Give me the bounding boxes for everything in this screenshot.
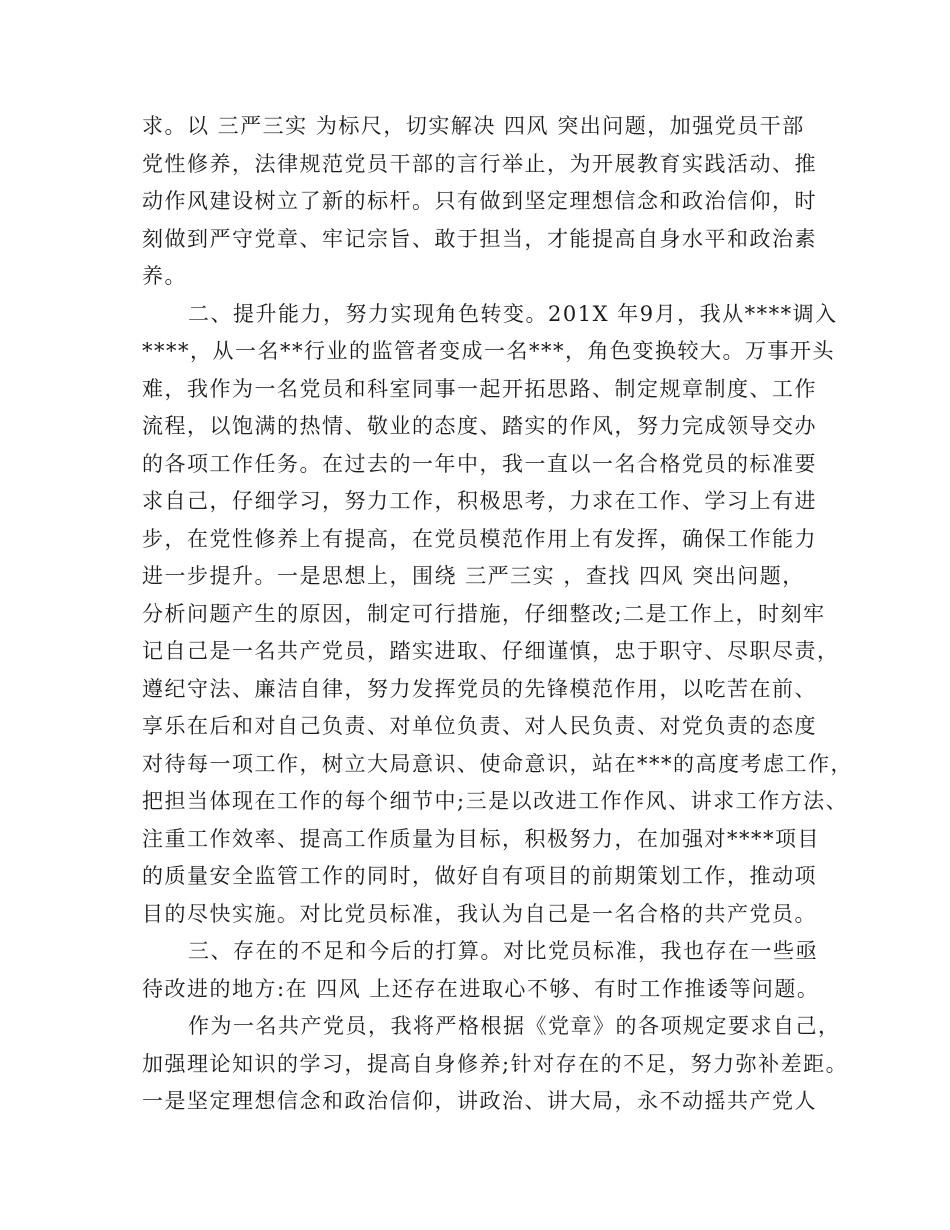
text-line: 动作风建设树立了新的标杆。只有做到坚定理想信念和政治信仰，时 bbox=[142, 189, 817, 213]
text-line: 加强理论知识的学习，提高自身修养;针对存在的不足，努力弥补差距。 bbox=[142, 1051, 849, 1076]
text-line: 对待每一项工作，树立大局意识、使命意识，站在***的高度考虑工作， bbox=[142, 751, 853, 776]
text-line: 目的尽快实施。对比党员标准，我认为自己是一名合格的共产党员。 bbox=[142, 901, 817, 926]
text-line: 进一步提升。一是思想上，围绕 三严三实 ，查找 四风 突出问题， bbox=[142, 564, 805, 588]
text-line: 待改进的地方:在 四风 上还存在进取心不够、有时工作推诿等问题。 bbox=[142, 976, 820, 1001]
text-line: 享乐在后和对自己负责、对单位负责、对人民负责、对党负责的态度 bbox=[142, 714, 817, 738]
text-line: 养。 bbox=[142, 264, 187, 288]
text-line: 的各项工作任务。在过去的一年中，我一直以一名合格党员的标准要 bbox=[142, 451, 817, 476]
text-line: 注重工作效率、提高工作质量为目标，积极努力，在加强对****项目 bbox=[142, 826, 820, 851]
text-line: 的质量安全监管工作的同时，做好自有项目的前期策划工作，推动项 bbox=[142, 864, 817, 888]
text-line: 一是坚定理想信念和政治信仰，讲政治、讲大局，永不动摇共产党人 bbox=[142, 1089, 817, 1113]
text-line: 分析问题产生的原因，制定可行措施，仔细整改;二是工作上，时刻牢 bbox=[142, 601, 826, 626]
text-line: 求自己，仔细学习，努力工作，积极思考，力求在工作、学习上有进 bbox=[142, 489, 817, 513]
text-line: 求。以 三严三实 为标尺，切实解决 四风 突出问题，加强党员干部 bbox=[142, 114, 805, 138]
paragraph-start-line: 三、存在的不足和今后的打算。对比党员标准，我也存在一些亟 bbox=[188, 939, 818, 963]
paragraph-start-line: 作为一名共产党员，我将严格根据《党章》的各项规定要求自己， bbox=[188, 1014, 841, 1038]
text-line: 党性修养，法律规范党员干部的言行举止，为开展教育实践活动、推 bbox=[142, 151, 817, 176]
text-line: 步，在党性修养上有提高，在党员模范作用上有发挥，确保工作能力 bbox=[142, 526, 817, 551]
text-line: 流程，以饱满的热情、敬业的态度、踏实的作风，努力完成领导交办 bbox=[142, 414, 817, 438]
text-line: ****，从一名**行业的监管者变成一名***，角色变换较大。万事开头 bbox=[142, 339, 835, 363]
text-line: 难，我作为一名党员和科室同事一起开拓思路、制定规章制度、工作 bbox=[142, 376, 817, 401]
text-line: 遵纪守法、廉洁自律，努力发挥党员的先锋模范作用，以吃苦在前、 bbox=[142, 676, 817, 701]
text-line: 刻做到严守党章、牢记宗旨、敢于担当，才能提高自身水平和政治素 bbox=[142, 226, 817, 251]
text-line: 把担当体现在工作的每个细节中;三是以改进工作作风、讲求工作方法、 bbox=[142, 789, 849, 813]
document-body bbox=[142, 108, 853, 1121]
text-line: 记自己是一名共产党员，踏实进取、仔细谨慎，忠于职守、尽职尽责， bbox=[142, 639, 840, 663]
paragraph-start-line: 二、提升能力，努力实现角色转变。201X 年9月，我从****调入 bbox=[188, 301, 838, 326]
